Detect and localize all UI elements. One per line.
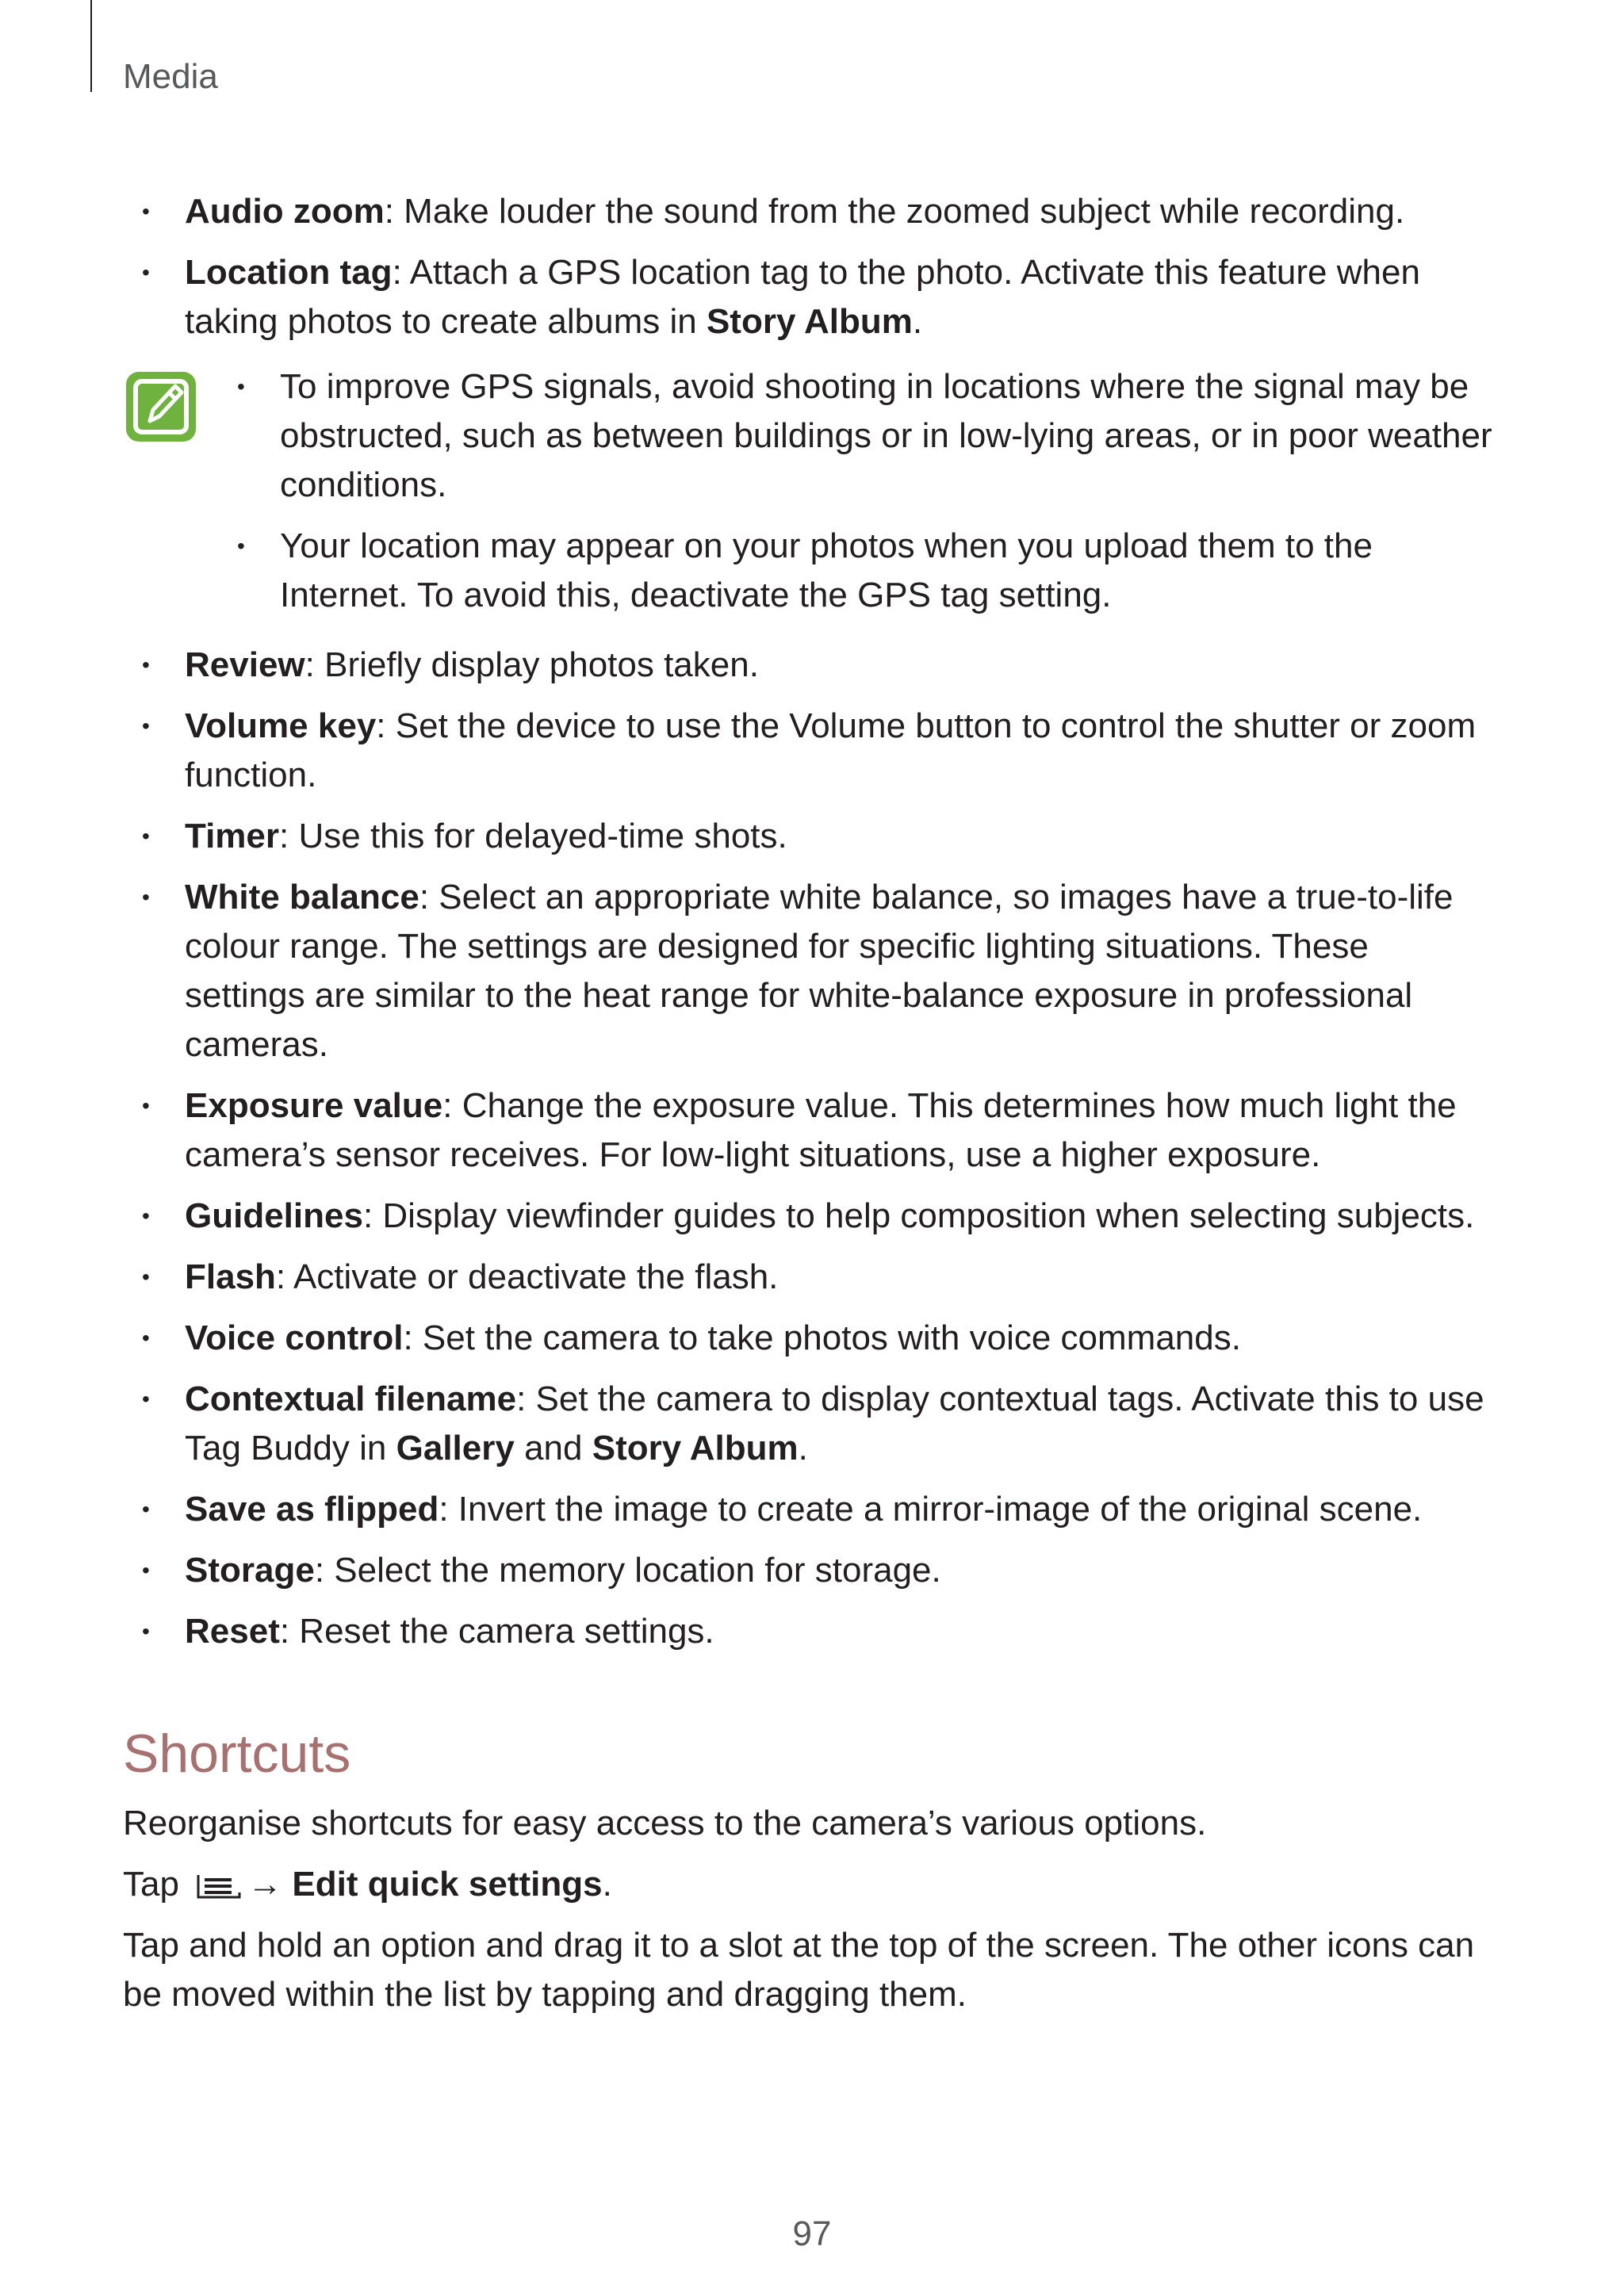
list-item-location-tag: • Location tag: Attach a GPS location tag to the photo. Activate this feature when taking photos to create albums in Story Album. — [123, 248, 1495, 346]
list-item-voice-control: • Voice control: Set the camera to take photos with voice commands. — [123, 1314, 1495, 1363]
list-item-exposure-value: • Exposure value: Change the exposure value. This determines how much light the camera’s sensor receives. For low-light situations, use a higher exposure. — [123, 1081, 1495, 1180]
note-pen-icon — [123, 369, 199, 445]
list-item-audio-zoom: • Audio zoom: Make louder the sound from the zoomed subject while recording. — [123, 187, 1495, 236]
list-item-reset: • Reset: Reset the camera settings. — [123, 1607, 1495, 1656]
list-item-timer: • Timer: Use this for delayed-time shots. — [123, 812, 1495, 861]
list-item-flash: • Flash: Activate or deactivate the flash. — [123, 1253, 1495, 1302]
shortcuts-tap-instruction: Tap → Edit quick settings. — [123, 1865, 612, 1904]
list-item-storage: • Storage: Select the memory location for storage. — [123, 1546, 1495, 1595]
menu-icon — [195, 1872, 243, 1900]
header-rule — [90, 0, 92, 92]
page-content — [123, 187, 1495, 2031]
note-item-gps: • To improve GPS signals, avoid shooting in locations where the signal may be obstructed, such as between buildings or in low-lying areas, or in poor weather conditions. — [218, 362, 1495, 510]
note-box — [123, 362, 1495, 620]
shortcuts-instructions: Tap and hold an option and drag it to a slot at the top of the screen. The other icons can be moved within the list by tapping and dragging them. — [123, 1926, 1475, 2014]
page-number: 97 — [792, 2214, 832, 2253]
note-item-location: • Your location may appear on your photos when you upload them to the Internet. To avoid this, deactivate the GPS tag setting. — [218, 522, 1495, 620]
list-item-contextual-filename: • Contextual filename: Set the camera to display contextual tags. Activate this to use Tag Buddy in Gallery and Story Album. — [123, 1375, 1495, 1473]
list-item-white-balance: • White balance: Select an appropriate white balance, so images have a true-to-life colour range. The settings are designed for specific lighting situations. These settings are similar to the heat range for white-balance exposure in professional cameras. — [123, 873, 1495, 1070]
section-header: Media — [123, 57, 218, 96]
section-title-shortcuts: Shortcuts — [123, 1724, 351, 1784]
shortcuts-intro: Reorganise shortcuts for easy access to the camera’s various options. — [123, 1804, 1207, 1843]
list-item-save-as-flipped: • Save as flipped: Invert the image to create a mirror-image of the original scene. — [123, 1485, 1495, 1534]
list-item-guidelines: • Guidelines: Display viewfinder guides to help composition when selecting subjects. — [123, 1192, 1495, 1241]
list-item-volume-key: • Volume key: Set the device to use the Volume button to control the shutter or zoom function. — [123, 702, 1495, 800]
list-item-review: • Review: Briefly display photos taken. — [123, 641, 1495, 690]
